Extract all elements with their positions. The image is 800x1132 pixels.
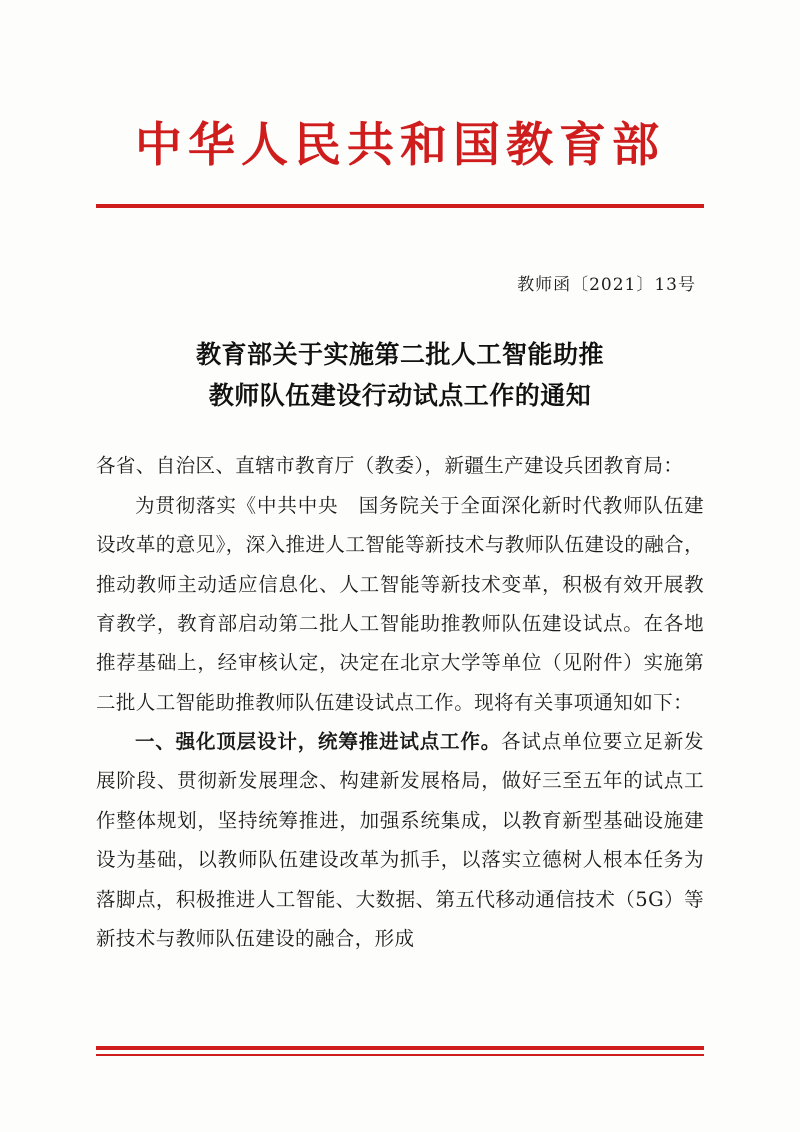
masthead — [96, 0, 704, 174]
page-title — [96, 335, 704, 416]
footer-rule-thick — [96, 1046, 704, 1050]
masthead-divider — [96, 204, 704, 208]
footer-rule-thin — [96, 1054, 704, 1056]
document-number: 教师函〔2021〕13号 — [517, 275, 696, 296]
body-paragraph-1: 为贯彻落实《中共中央 国务院关于全面深化新时代教师队伍建设改革的意见》，深入推进人工智能等新技术与教师队伍建设的融合，推动教师主动适应信息化、人工智能等新技术变革，积极有效开展教育教学，教育部启动第二批人工智能助推教师队伍建设试点。在各地推荐基础上，经审核认定，决定在北京大学等单位（见附件）实施第二批人工智能助推教师队伍建设试点工作。现将有关事项通知如下： — [96, 493, 704, 714]
section-one-heading: 一、强化顶层设计，统筹推进试点工作。 — [135, 730, 502, 754]
document-body — [96, 446, 704, 958]
page-title-line-2: 教师队伍建设行动试点工作的通知 — [208, 380, 592, 410]
section-one-paragraph — [96, 722, 704, 958]
addressee-line: 各省、自治区、直辖市教育厅（教委），新疆生产建设兵团教育局： — [96, 454, 684, 478]
page-title-line-1: 教育部关于实施第二批人工智能助推 — [195, 340, 604, 370]
footer-divider — [96, 1046, 704, 1056]
section-one-text: 各试点单位要立足新发展阶段、贯彻新发展理念、构建新发展格局，做好三至五年的试点工作整体规划，坚持统筹推进，加强系统集成，以教育新型基础设施建设为基础，以教师队伍建设改革为抓手，以落实立德树人根本任务为落脚点，积极推进人工智能、大数据、第五代移动通信技术（5G）等新技术与教师队伍建设的融合，形成 — [96, 730, 704, 950]
issuing-organization: 中华人民共和国教育部 — [135, 118, 665, 173]
